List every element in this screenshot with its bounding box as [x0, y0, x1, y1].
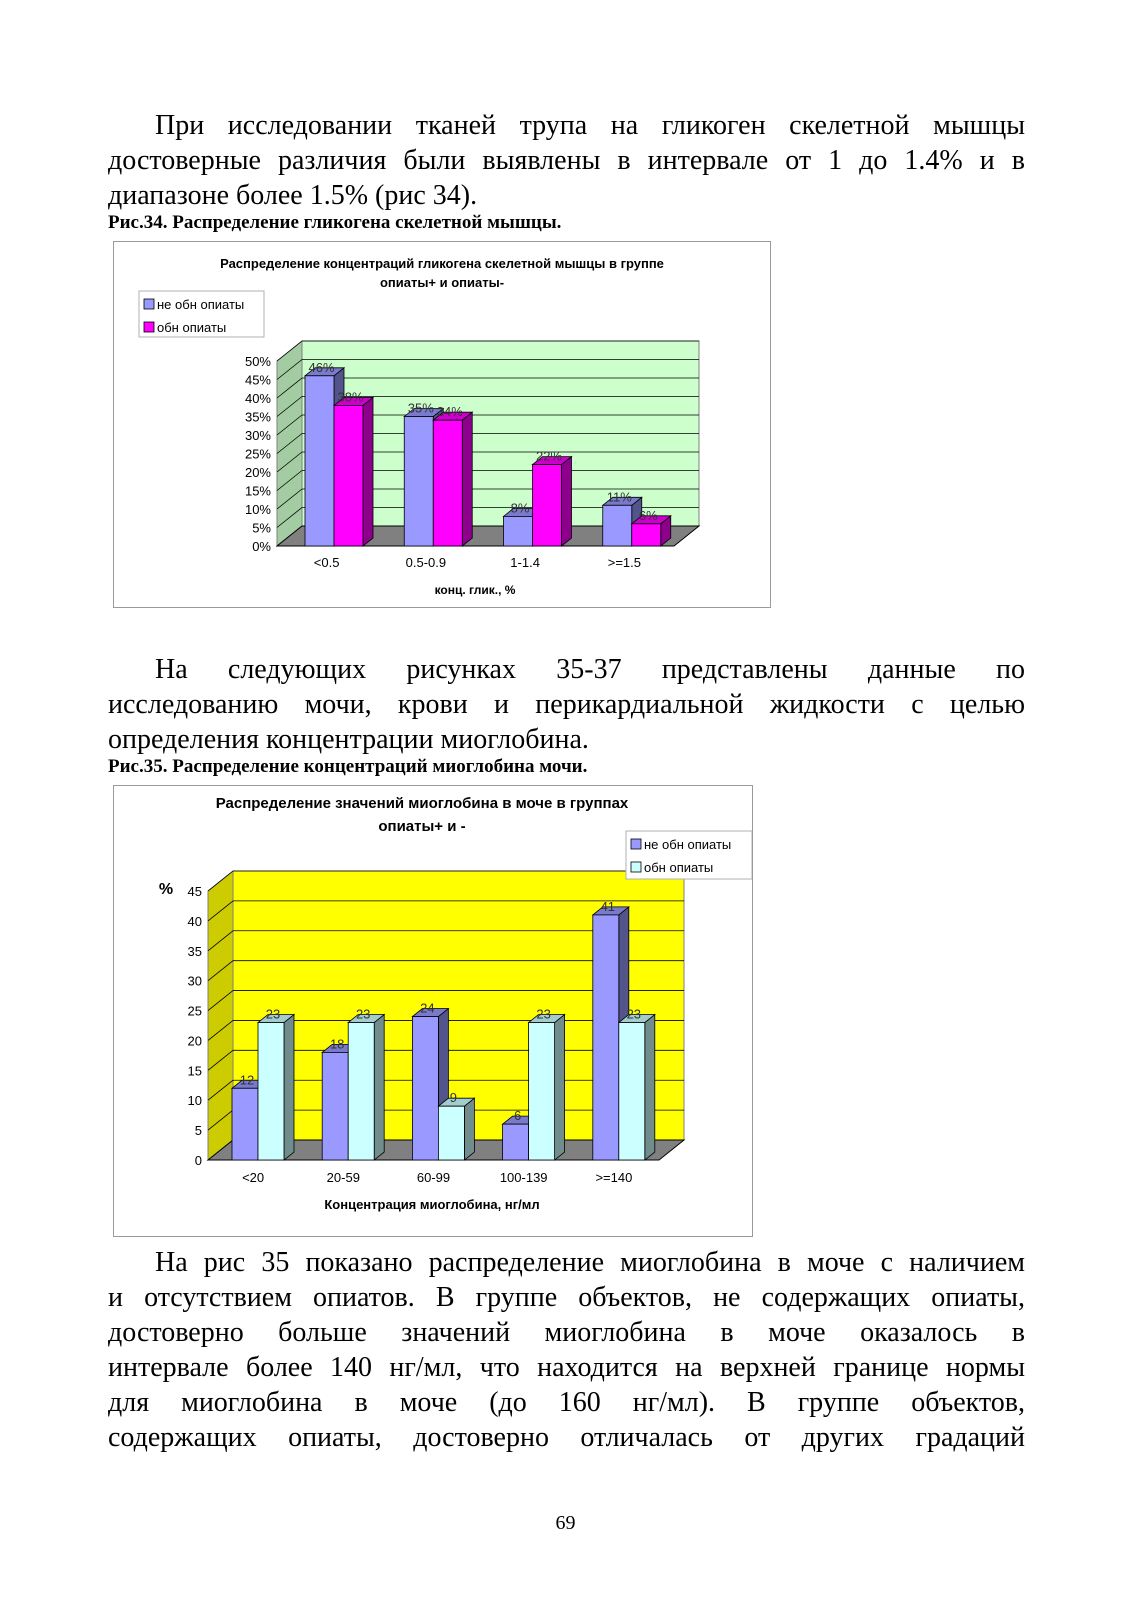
- bar-side: [462, 412, 472, 546]
- y-tick-label: 20: [187, 1033, 202, 1049]
- y-tick-label: 50%: [244, 354, 271, 369]
- data-label: 8%: [510, 500, 530, 516]
- bar: [348, 1023, 374, 1160]
- chart-title: опиаты+ и -: [378, 818, 466, 835]
- bar: [334, 405, 363, 546]
- legend-swatch: [144, 299, 154, 309]
- data-label: 22%: [535, 448, 563, 464]
- bar-side: [562, 457, 572, 546]
- y-tick-label: 45: [187, 884, 202, 899]
- bar: [438, 1106, 464, 1160]
- bar: [322, 1052, 348, 1160]
- bar-side: [555, 1015, 565, 1160]
- chart-34-svg: [114, 242, 770, 607]
- page-number: 69: [555, 1512, 576, 1534]
- x-axis-title: конц. глик., %: [434, 583, 516, 597]
- x-tick-label: <20: [242, 1170, 265, 1185]
- y-tick-label: 15: [187, 1063, 202, 1079]
- data-label: 9: [449, 1090, 458, 1106]
- legend-label: обн опиаты: [157, 320, 227, 335]
- data-label: 23: [626, 1006, 642, 1022]
- y-tick-label: 45%: [244, 372, 271, 388]
- y-tick-label: 35%: [244, 409, 271, 425]
- y-tick-label: 25: [187, 1003, 202, 1019]
- x-tick-label: >=140: [595, 1170, 633, 1185]
- y-tick-label: 15%: [244, 483, 271, 499]
- y-tick-label: 40%: [244, 391, 271, 406]
- y-tick-label: 0: [194, 1153, 202, 1168]
- text-line: На следующих рисунках 35-37 представлены данные по: [155, 654, 1025, 685]
- x-tick-label: 100-139: [499, 1170, 548, 1185]
- data-label: 23: [536, 1006, 551, 1022]
- x-tick-label: 0.5-0.9: [405, 555, 447, 570]
- chart-title: опиаты+ и опиаты-: [379, 275, 505, 290]
- data-label: 38%: [337, 389, 364, 405]
- bar: [619, 1023, 645, 1160]
- data-label: 34%: [436, 404, 463, 420]
- paragraph-3: [108, 1245, 1025, 1455]
- bar: [433, 420, 462, 546]
- chart-title: Распределение концентраций гликогена скелетной мышцы в группе: [220, 256, 664, 271]
- y-axis-title: %: [158, 881, 174, 898]
- bar: [412, 1017, 438, 1160]
- bar: [529, 1023, 555, 1160]
- y-tick-label: 0%: [252, 539, 271, 554]
- legend-swatch: [631, 839, 641, 849]
- bar-side: [645, 1015, 655, 1160]
- x-tick-label: 20-59: [326, 1170, 360, 1185]
- data-label: 6%: [638, 507, 658, 523]
- x-axis-title: Концентрация миоглобина, нг/мл: [324, 1197, 540, 1212]
- x-tick-label: >=1.5: [607, 555, 642, 570]
- data-label: 18: [329, 1036, 345, 1052]
- y-tick-label: 25%: [244, 446, 271, 462]
- bar: [404, 417, 433, 547]
- bar: [305, 376, 334, 546]
- x-tick-label: 60-99: [416, 1170, 451, 1185]
- legend-label: не обн опиаты: [157, 297, 245, 312]
- chart-35-myoglobin: [113, 785, 753, 1237]
- chart-35-svg: [114, 786, 752, 1236]
- text-line: На рис 35 показано распределение миоглобина в моче с наличием: [155, 1247, 1025, 1278]
- y-tick-label: 30: [187, 973, 202, 989]
- y-tick-label: 40: [187, 913, 202, 929]
- text-line: для миоглобина в моче (до 160 нг/мл). В группе объектов,: [108, 1387, 1025, 1418]
- bar-side: [363, 397, 373, 546]
- data-label: 12: [239, 1072, 255, 1088]
- data-label: 41: [600, 898, 616, 914]
- bar: [232, 1088, 258, 1160]
- bar: [632, 524, 661, 546]
- text-line: При исследовании тканей трупа на гликоген скелетной мышцы: [155, 110, 1025, 141]
- data-label: 46%: [308, 359, 335, 375]
- bar: [258, 1023, 284, 1160]
- data-label: 6: [513, 1108, 522, 1124]
- plot-side-wall: [208, 871, 233, 1160]
- figure-35-caption: Рис.35. Распределение концентраций миоглобина мочи.: [108, 756, 588, 777]
- data-label: 23: [355, 1006, 371, 1022]
- x-tick-label: <0.5: [313, 555, 340, 570]
- y-tick-label: 10%: [244, 502, 271, 517]
- legend-label: обн опиаты: [644, 860, 714, 875]
- paragraph-2: [108, 652, 1025, 757]
- legend-label: не обн опиаты: [644, 837, 732, 852]
- bar-side: [374, 1015, 384, 1160]
- y-tick-label: 20%: [244, 465, 271, 480]
- legend-swatch: [144, 322, 154, 332]
- text-line: достоверные различия были выявлены в интервале от 1 до 1.4% и в: [108, 145, 1025, 176]
- y-tick-label: 5: [194, 1123, 202, 1139]
- y-tick-label: 30%: [244, 428, 271, 443]
- text-line: интервале более 140 нг/мл, что находится на верхней границе нормы: [108, 1352, 1025, 1383]
- legend-swatch: [631, 862, 641, 872]
- text-line: содержащих опиаты, достоверно отличалась от других градаций: [108, 1422, 1025, 1453]
- bar: [504, 516, 533, 546]
- y-tick-label: 10: [187, 1093, 202, 1109]
- bar-side: [464, 1098, 474, 1160]
- text-line: определения концентрации миоглобина.: [108, 724, 589, 755]
- figure-34-caption: Рис.34. Распределение гликогена скелетной мышцы.: [108, 212, 562, 233]
- bar: [533, 465, 562, 546]
- bar-side: [284, 1015, 294, 1160]
- chart-34-glycogen: [113, 241, 771, 608]
- bar: [593, 915, 619, 1160]
- y-tick-label: 35: [187, 943, 202, 959]
- data-label: 11%: [606, 489, 632, 505]
- text-line: и отсутствием опиатов. В группе объектов, не содержащих опиаты,: [108, 1282, 1025, 1313]
- data-label: 24: [420, 1000, 435, 1016]
- text-line: достоверно больше значений миоглобина в моче оказалось в: [108, 1317, 1025, 1348]
- chart-title: Распределение значений миоглобина в моче в группах: [215, 795, 629, 812]
- data-label: 23: [265, 1006, 281, 1022]
- data-label: 35%: [407, 400, 434, 416]
- paragraph-1: [108, 108, 1025, 213]
- y-tick-label: 5%: [252, 520, 271, 536]
- text-line: диапазоне более 1.5% (рис 34).: [108, 180, 478, 211]
- bar: [503, 1124, 529, 1160]
- text-line: исследованию мочи, крови и перикардиальной жидкости с целью: [108, 689, 1025, 720]
- x-tick-label: 1-1.4: [510, 555, 540, 570]
- bar: [603, 505, 632, 546]
